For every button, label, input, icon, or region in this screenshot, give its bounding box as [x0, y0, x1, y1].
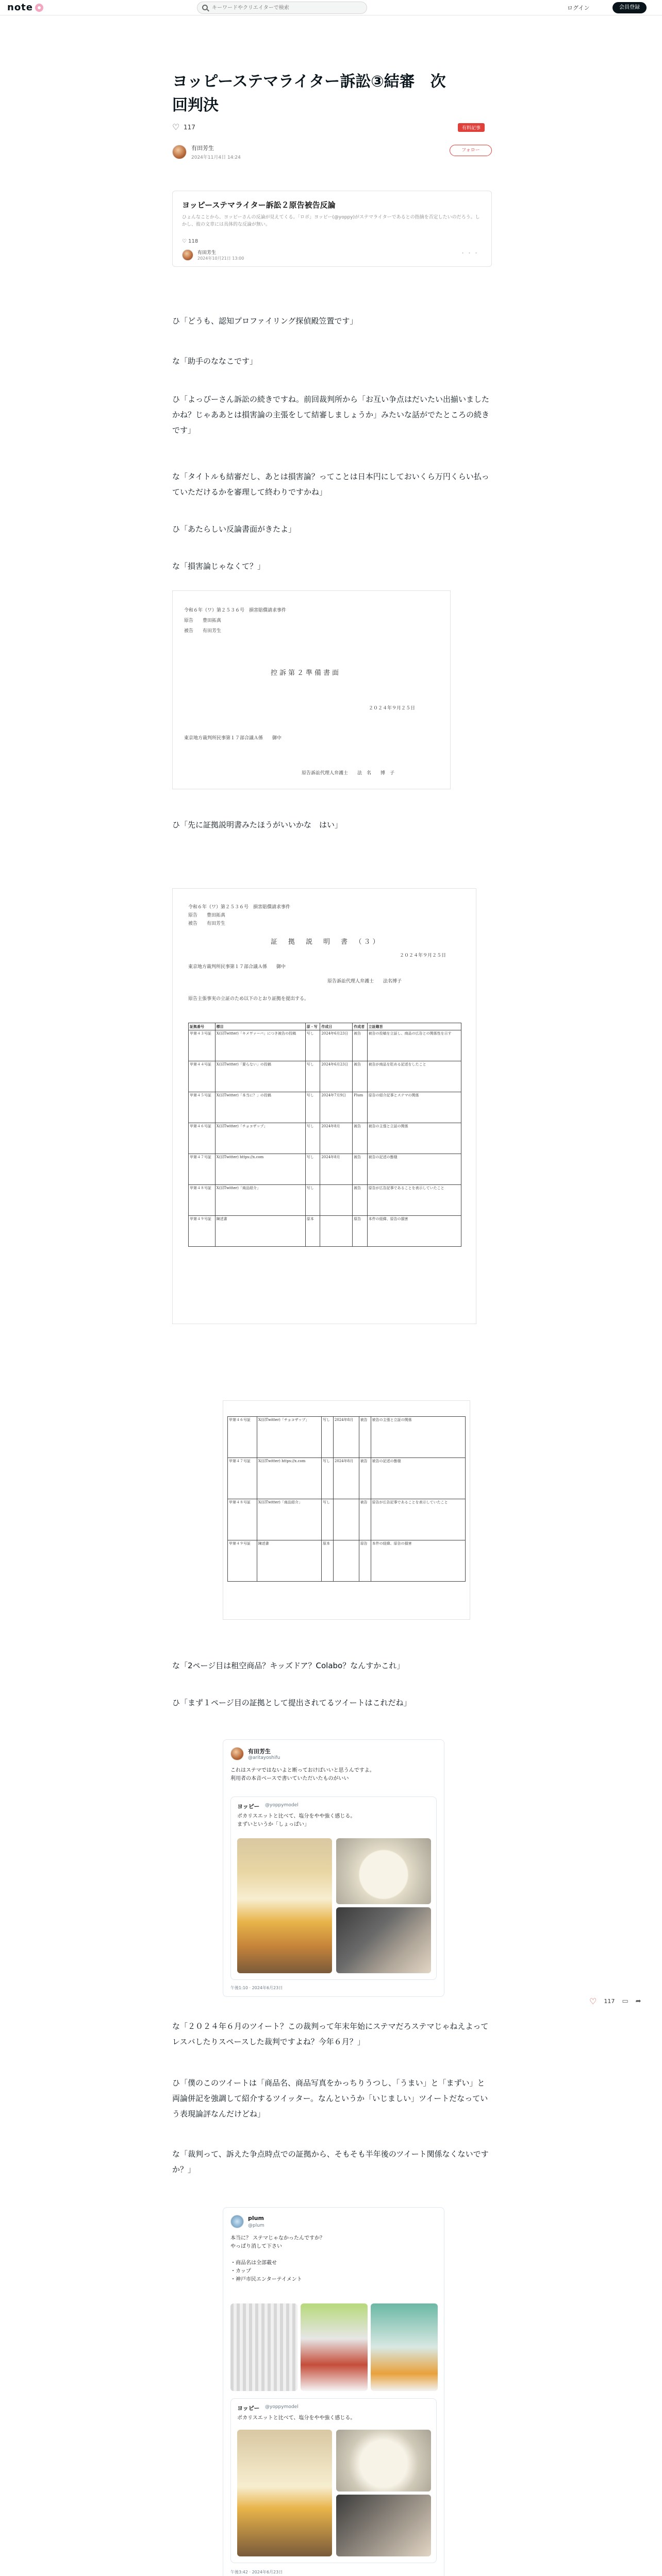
tweet-meta: 午後1:10 · 2024年6月23日 [230, 1986, 283, 1990]
evidence-document-image [172, 888, 476, 1324]
like-row[interactable] [172, 124, 195, 131]
table-cell: 原告 [353, 1216, 368, 1247]
doc-attorney: 原告訴訟代理人弁護士 法名博子 [327, 979, 402, 984]
table-cell: 原本 [305, 1216, 320, 1247]
table-cell [320, 1185, 353, 1216]
table-cell: 写し [321, 1458, 333, 1499]
table-cell: X(旧Twitter)「商品紹介」 [257, 1499, 321, 1540]
table-header-cell: 立証趣旨 [367, 1023, 461, 1030]
doc-date: ２０２４年９月２５日 [369, 706, 416, 711]
table-row [228, 1417, 466, 1458]
table-cell: 被告 [359, 1458, 371, 1499]
doc-court: 東京地方裁判所民事第１７部合議Ａ係 御中 [184, 736, 282, 741]
embed-likes: ♡ 118 [182, 239, 198, 244]
table-cell: 写し [305, 1092, 320, 1123]
table-cell: X(旧Twitter)「要らない」の投稿 [215, 1061, 305, 1092]
table-cell: 被告の投稿を立証し、商品の広告との関係性を示す [367, 1030, 461, 1061]
table-cell: 原本 [321, 1540, 333, 1582]
paragraph: な「２０２４年６月のツイート？この裁判って年末年始にステマだろステマじゃねえよってレスバしたりスペースした裁判ですよね？今年６月？」 [172, 2022, 489, 2046]
tweet-avatar[interactable] [230, 2215, 244, 2228]
evidence-table-fragment-grid [227, 1416, 466, 1582]
heart-icon[interactable] [172, 124, 179, 131]
tweet-meta: 午後3:42 · 2024年6月23日 [230, 2570, 283, 2574]
table-cell: 本件の経緯、原告の損害 [371, 1540, 465, 1582]
tweet-author-name[interactable]: 有田芳生 [248, 1748, 271, 1755]
quote-text: ポカリスエットと比べて、塩分をやや強く感じる。 まずいというか「しょっぱい」 [237, 1814, 356, 1827]
table-cell: 被告の主張と立証の関係 [367, 1123, 461, 1154]
quote-text: ポカリスエットと比べて、塩分をやや強く感じる。 [237, 2415, 356, 2421]
table-cell: 2024年8月 [320, 1123, 353, 1154]
tweet-embed[interactable] [223, 2207, 444, 2576]
table-cell: 甲第４９号証 [189, 1216, 216, 1247]
table-cell: 写し [305, 1030, 320, 1061]
table-cell: 2024年8月 [333, 1417, 359, 1458]
table-cell: 本件の経緯、原告の損害 [367, 1216, 461, 1247]
table-cell: 甲第４４号証 [189, 1061, 216, 1092]
tweet-handle[interactable]: @aritayoshifu [248, 1755, 280, 1760]
paragraph: ひ「まず１ページ目の証拠として提出されてるツイートはこれだね」 [172, 1698, 411, 1707]
table-cell: 甲第４６号証 [189, 1123, 216, 1154]
table-cell: 被告 [353, 1154, 368, 1185]
doc-intro: 原告主張事実の立証のため以下のとおり証拠を提出する。 [188, 996, 309, 1002]
screenshot-image[interactable] [371, 2303, 438, 2391]
food-photo[interactable] [336, 1838, 431, 1904]
table-cell: 写し [305, 1185, 320, 1216]
table-header-cell: 原・写 [305, 1023, 320, 1030]
paragraph: ひ「よっぴーさん訴訟の続きですね。前回裁判所から「お互い争点はだいたい出揃いましたかね？じゃああとは損害論の主張をして結審しましょうか」みたいな話がでたところの続きです」 [172, 395, 490, 435]
search-box[interactable] [197, 2, 367, 14]
quoted-tweet[interactable] [230, 2398, 437, 2563]
doc-court: 東京地方裁判所民事第１７部合議Ａ係 御中 [188, 964, 286, 970]
quoted-tweet[interactable] [230, 1797, 437, 1980]
embed-author-name: 有田芳生 [197, 250, 217, 256]
table-cell: 被告が商品を貶める記述をしたこと [367, 1061, 461, 1092]
table-cell: 甲第４７号証 [189, 1154, 216, 1185]
table-cell: 原告が広告記事であることを表示していたこと [371, 1499, 465, 1540]
table-cell: 被告 [359, 1417, 371, 1458]
table-row [189, 1123, 461, 1154]
table-cell: Plum [353, 1092, 368, 1123]
table-cell: 写し [305, 1154, 320, 1185]
table-cell: X(旧Twitter) https://x.com [215, 1154, 305, 1185]
table-cell: 甲第４９号証 [228, 1540, 257, 1582]
table-row [189, 1185, 461, 1216]
quote-author: ヨッピー [237, 1803, 260, 1810]
paragraph: ひ「先に証拠説明書みたほうがいいかな はい」 [172, 820, 343, 829]
author-info[interactable] [172, 143, 241, 161]
doc-date: ２０２４年９月２５日 [400, 953, 446, 958]
embed-author [182, 249, 244, 261]
table-cell: X(旧Twitter)「チョコザップ」 [257, 1417, 321, 1458]
table-cell: 原告 [359, 1540, 371, 1582]
evidence-table [188, 1023, 461, 1247]
heart-icon[interactable]: ♡ [589, 1996, 597, 2006]
table-cell: 2024年8月 [333, 1458, 359, 1499]
table-row [189, 1216, 461, 1247]
logo-text: note [7, 2, 33, 13]
embed-date: 2024年10月21日 13:00 [197, 256, 244, 261]
table-header-cell: 標目 [215, 1023, 305, 1030]
food-photo[interactable] [336, 2430, 431, 2492]
search-input[interactable] [212, 3, 361, 12]
table-cell: 写し [321, 1417, 333, 1458]
embed-avatar [182, 249, 193, 261]
table-cell: 写し [305, 1061, 320, 1092]
paragraph: な「裁判って、訴えた争点時点での証拠から、そもそも半年後のツイート関係なくないですか？」 [172, 2149, 489, 2174]
table-cell: 被告 [353, 1123, 368, 1154]
table-cell: 陳述書 [215, 1216, 305, 1247]
doc-line: 被告 有田芳生 [184, 629, 222, 634]
tweet-text: 本当に？ ステマじゃなかったんですか？ やっぱり消して下さい ・商品名は全部載せ ・カップ ・神戸市民エンターテイメント [230, 2235, 325, 2282]
paragraph: な「損害論じゃなくて？」 [172, 562, 266, 571]
screenshot-image[interactable] [230, 2303, 297, 2391]
doc-line: 被告 有田芳生 [188, 921, 226, 926]
quote-handle: @yoppymodel [265, 1803, 299, 1808]
table-row [189, 1061, 461, 1092]
table-cell [320, 1216, 353, 1247]
doc-heading: 証 拠 説 明 書 （３） [271, 938, 382, 946]
login-link[interactable]: ログイン [567, 5, 590, 11]
paragraph: ひ「あたらしい反論書面がきたよ」 [172, 524, 296, 534]
drink-photo[interactable] [237, 2430, 332, 2556]
top-header [0, 0, 662, 15]
quote-author: ヨッピー [237, 2405, 260, 2412]
table-cell: 被告 [353, 1061, 368, 1092]
table-cell: 被告の主張と立証の関係 [371, 1417, 465, 1458]
paragraph: な「2ページ目は租空商品？キッズドア？Colabo？なんすかこれ」 [172, 1661, 405, 1670]
table-cell: 被告 [353, 1185, 368, 1216]
table-header-row [189, 1023, 461, 1030]
doc-attorney: 原告訴訟代理人弁護士 法 名 博 子 [302, 771, 395, 776]
tweet-author-name[interactable]: plum [248, 2215, 264, 2222]
person-photo[interactable] [336, 2495, 431, 2556]
table-cell: 甲第４８号証 [228, 1499, 257, 1540]
table-cell: 被告 [353, 1030, 368, 1061]
comment-icon[interactable]: ▭ [622, 1997, 628, 2005]
table-row [189, 1092, 461, 1123]
paragraph: な「助手のななこです」 [172, 357, 258, 366]
publish-date: 2024年11月4日 14:24 [191, 155, 241, 160]
table-cell: 甲第４３号証 [189, 1030, 216, 1061]
tweet-embed[interactable] [223, 1739, 444, 1997]
blossom-icon [35, 4, 43, 12]
tweet-text: これはステマではないよと断っておけばいいと思うんですよ。 利用者の本音ベースで書いていただいたものがいい [230, 1768, 375, 1782]
embed-like-count: 118 [188, 239, 198, 244]
share-icon[interactable]: ➦ [635, 1997, 641, 2005]
register-button[interactable]: 会員登録 [613, 2, 647, 13]
article-title: ヨッピーステマライター訴訟③結審 次回判決 [172, 73, 446, 114]
table-cell: 陳述書 [257, 1540, 321, 1582]
table-cell: 写し [305, 1123, 320, 1154]
doc-line: 令和６年（ワ）第２５３６号 損害賠償請求事件 [184, 608, 287, 613]
quote-handle: @yoppymodel [265, 2404, 299, 2410]
search-icon [202, 5, 208, 10]
table-cell: 原告の紹介記事とステマの関係 [367, 1092, 461, 1123]
author-avatar[interactable] [172, 145, 187, 159]
embedded-note-card[interactable] [172, 191, 492, 267]
follow-button[interactable]: フォロー [450, 145, 492, 156]
embed-description: ひょんなことから、ヨッピーさんの反論が見えてくる。「ロボ」ヨッピー(@yoppy)がステマライターであるとの指摘を否定したいのだろう。しかし、彼の文章には具体的な反論が無い。 [182, 215, 480, 227]
table-row [189, 1154, 461, 1185]
court-document-image [172, 590, 451, 789]
embed-title[interactable]: ヨッピーステマライター訴訟２原告被告反論 [182, 200, 336, 210]
doc-heading: 控訴第２準備書面 [271, 669, 341, 677]
table-cell: X(旧Twitter)「商品紹介」 [215, 1185, 305, 1216]
author-name[interactable]: 有田芳生 [191, 145, 214, 151]
table-cell: 原告が広告記事であることを表示していたこと [367, 1185, 461, 1216]
float-like-count: 117 [604, 1998, 615, 2005]
table-cell [333, 1499, 359, 1540]
table-cell: X(旧Twitter)「キメヴァーパ」につき被告の投稿 [215, 1030, 305, 1061]
like-count: 117 [184, 124, 195, 131]
table-cell: 2024年7月9日 [320, 1092, 353, 1123]
table-header-cell: 証拠番号 [189, 1023, 216, 1030]
table-cell: 写し [321, 1499, 333, 1540]
table-row [189, 1030, 461, 1061]
tweet-avatar[interactable] [230, 1747, 244, 1760]
table-header-cell: 作成者 [353, 1023, 368, 1030]
table-cell: 甲第４６号証 [228, 1417, 257, 1458]
table-row [228, 1458, 466, 1499]
table-cell: 被告の記述の態様 [371, 1458, 465, 1499]
table-row [228, 1540, 466, 1582]
paragraph: な「タイトルも結審だし、あとは損害論？ってことは日本円にしておいくら万円くらい払っていただけるかを審理して終わりですかね」 [172, 472, 489, 497]
table-cell [333, 1540, 359, 1582]
table-cell: 2024年6月23日 [320, 1061, 353, 1092]
table-header-cell: 作成日 [320, 1023, 353, 1030]
doc-line: 原告 豊田拓真 [184, 618, 222, 623]
drink-photo[interactable] [237, 1838, 332, 1973]
table-cell: 甲第４８号証 [189, 1185, 216, 1216]
table-cell: 甲第４５号証 [189, 1092, 216, 1123]
tweet-handle[interactable]: @plum [248, 2223, 264, 2228]
table-cell: X(旧Twitter)「チョコザップ」 [215, 1123, 305, 1154]
table-cell: 2024年8月 [320, 1154, 353, 1185]
person-photo[interactable] [336, 1907, 431, 1973]
note-logo[interactable] [7, 2, 43, 13]
table-cell: 2024年6月23日 [320, 1030, 353, 1061]
doc-line: 令和６年（ワ）第２５３６号 損害賠償請求事件 [188, 905, 291, 910]
table-row [228, 1499, 466, 1540]
more-icon[interactable]: ・・・ [460, 250, 480, 257]
table-cell: 甲第４７号証 [228, 1458, 257, 1499]
paragraph: ひ「どうも、認知プロファイリング探偵殿笠置です」 [172, 316, 358, 326]
paid-badge: 有料記事 [458, 123, 485, 132]
floating-actions [589, 1996, 641, 2006]
evidence-table-fragment [223, 1400, 470, 1620]
table-cell: 被告の記述の態様 [367, 1154, 461, 1185]
table-cell: 被告 [359, 1499, 371, 1540]
table-cell: X(旧Twitter)「本当に？」の投稿 [215, 1092, 305, 1123]
doc-line: 原告 豊田拓真 [188, 913, 226, 918]
screenshot-image[interactable] [301, 2303, 368, 2391]
table-cell: X(旧Twitter) https://x.com [257, 1458, 321, 1499]
paragraph: ひ「僕のこのツイートは「商品名、商品写真をかっちりうつし、「うまい」と「まずい」と両論併記を強調して紹介するツイッター。なんというか「いじましい」ツイートだなっていう表現論評なんだけどね」 [172, 2078, 488, 2119]
